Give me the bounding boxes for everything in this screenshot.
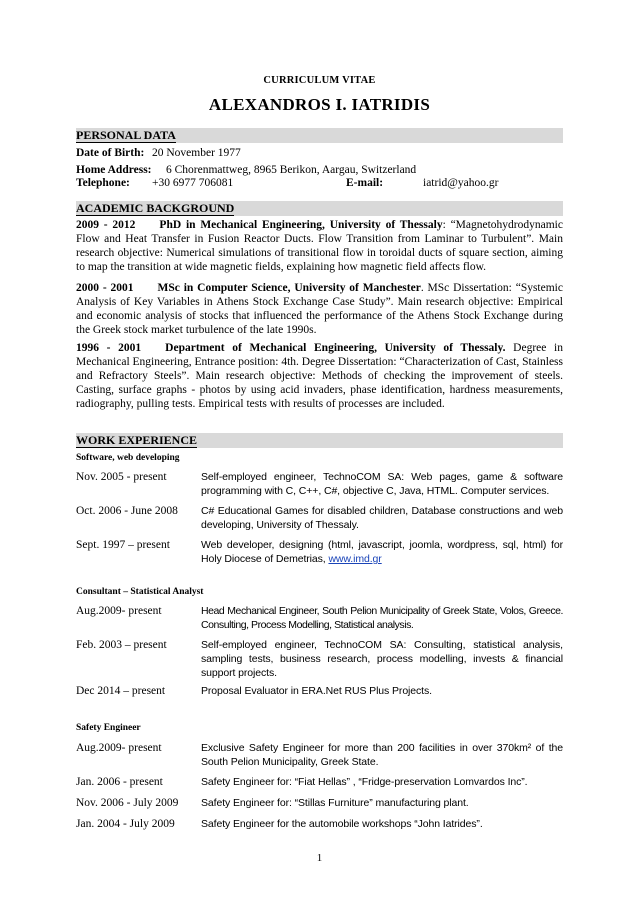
work-text: Safety Engineer for: “Stillas Furniture” manufacturing plant. bbox=[201, 797, 469, 809]
academic-description: : “Magnetohydrodynamic Flow and Heat Transfer in Fusion Reactor Ducts. Flow Transition from Laminar to Turbulent”. Main research objective: Numerical simulations of transitional flow in toroidal ducts of square section, aiming to map the transition at wide magnetic fields, explaining how magnetic field affects flow. bbox=[76, 219, 563, 273]
address-row bbox=[76, 163, 563, 177]
academic-degree: MSc in Computer Science, University of Manchester bbox=[157, 282, 421, 294]
work-date: Aug.2009- present bbox=[76, 742, 162, 754]
section-title-software: Software, web developing bbox=[76, 453, 180, 463]
work-date: Jan. 2006 - present bbox=[76, 776, 163, 788]
academic-description: Degree in Mechanical Engineering, Entrance position: 4th. Degree Dissertation: “Characterization of Cast, Stainless and Refractory Steels”. Main research objective: Methods of checking the improvement of steels. Casting, surface graphs - photos by using acid invaders, phase identification, hardness measurements, radiography, pulling tests. Empirical tests with results of processes are included. bbox=[76, 342, 563, 410]
personal-data-heading: PERSONAL DATA bbox=[76, 128, 563, 143]
email-value: iatrid@yahoo.gr bbox=[423, 177, 499, 189]
work-text: Exclusive Safety Engineer for more than 200 facilities in over 370km² of the South Pelion Municipality, Greek State. bbox=[201, 742, 563, 768]
email-label: E-mail: bbox=[346, 177, 384, 189]
section-title-safety: Safety Engineer bbox=[76, 723, 141, 733]
work-text: Proposal Evaluator in ERA.Net RUS Plus Projects. bbox=[201, 685, 432, 697]
academic-years: 2009 - 2012 bbox=[76, 219, 136, 231]
work-text: Self-employed engineer, TechnoCOM SA: Consulting, statistical analysis, sampling tests, business research, process modelling, invests & financial support projects. bbox=[201, 639, 563, 679]
work-text: Safety Engineer for: “Fiat Hellas” , “Fridge-preservation Lomvardos Inc”. bbox=[201, 776, 528, 788]
dob-row bbox=[76, 146, 563, 160]
dob-value: 20 November 1977 bbox=[152, 147, 241, 159]
work-text: Safety Engineer for the automobile workshops “John Iatrides”. bbox=[201, 818, 483, 830]
work-text: Web developer, designing (html, javascript, joomla, wordpress, sql, html) for Holy Diocese of Demetrias, www.imd.gr bbox=[201, 539, 563, 565]
dob-label: Date of Birth: bbox=[76, 147, 145, 159]
work-date: Nov. 2005 - present bbox=[76, 471, 167, 483]
work-date: Dec 2014 – present bbox=[76, 685, 166, 697]
academic-years: 1996 - 2001 bbox=[76, 342, 142, 354]
person-name: ALEXANDROS I. IATRIDIS bbox=[208, 95, 431, 114]
page-number: 1 bbox=[316, 852, 323, 864]
work-date: Jan. 2004 - July 2009 bbox=[76, 818, 175, 830]
work-date: Sept. 1997 – present bbox=[76, 539, 170, 551]
academic-heading: ACADEMIC BACKGROUND bbox=[76, 201, 563, 216]
section-title-consultant: Consultant – Statistical Analyst bbox=[76, 587, 204, 597]
academic-item-phd bbox=[76, 218, 563, 274]
academic-degree: PhD in Mechanical Engineering, University of Thessaly bbox=[159, 219, 443, 231]
phone-value: +30 6977 706081 bbox=[152, 177, 234, 189]
work-date: Oct. 2006 - June 2008 bbox=[76, 505, 178, 517]
academic-degree: Department of Mechanical Engineering, University of Thessaly. bbox=[165, 342, 506, 354]
academic-years: 2000 - 2001 bbox=[76, 282, 134, 294]
work-text: C# Educational Games for disabled children, Database constructions and web developing, University of Thessaly. bbox=[201, 505, 563, 531]
address-label: Home Address: bbox=[76, 164, 152, 176]
work-date: Aug.2009- present bbox=[76, 605, 162, 617]
document-title: CURRICULUM VITAE bbox=[263, 75, 376, 86]
work-text: Head Mechanical Engineer, South Pelion Municipality of Greek State, Volos, Greece. Consulting, Process Modelling, Statistical analysis. bbox=[201, 605, 563, 631]
work-date: Feb. 2003 – present bbox=[76, 639, 167, 651]
work-text: Self-employed engineer, TechnoCOM SA: Web pages, game & software programming with C, C++, C#, objective C, Java, HTML. Computer services. bbox=[201, 471, 563, 497]
website-link[interactable]: www.imd.gr bbox=[328, 553, 382, 565]
work-heading: WORK EXPERIENCE bbox=[76, 433, 563, 448]
address-value: 6 Chorenmattweg, 8965 Berikon, Aargau, Switzerland bbox=[166, 164, 417, 176]
academic-item-degree bbox=[76, 341, 563, 411]
academic-item-msc bbox=[76, 281, 563, 337]
contact-row bbox=[76, 176, 563, 190]
phone-label: Telephone: bbox=[76, 177, 130, 189]
work-date: Nov. 2006 - July 2009 bbox=[76, 797, 179, 809]
academic-description: . MSc Dissertation: “Systemic Analysis of Key Variables in Athens Stock Exchange Case Study”. Main research objective: Empirical and economic analysis of stocks that influenced the performance of the Athens Stock Exchange during the Greek stock market turbulence of the late 1990s. bbox=[76, 282, 563, 336]
